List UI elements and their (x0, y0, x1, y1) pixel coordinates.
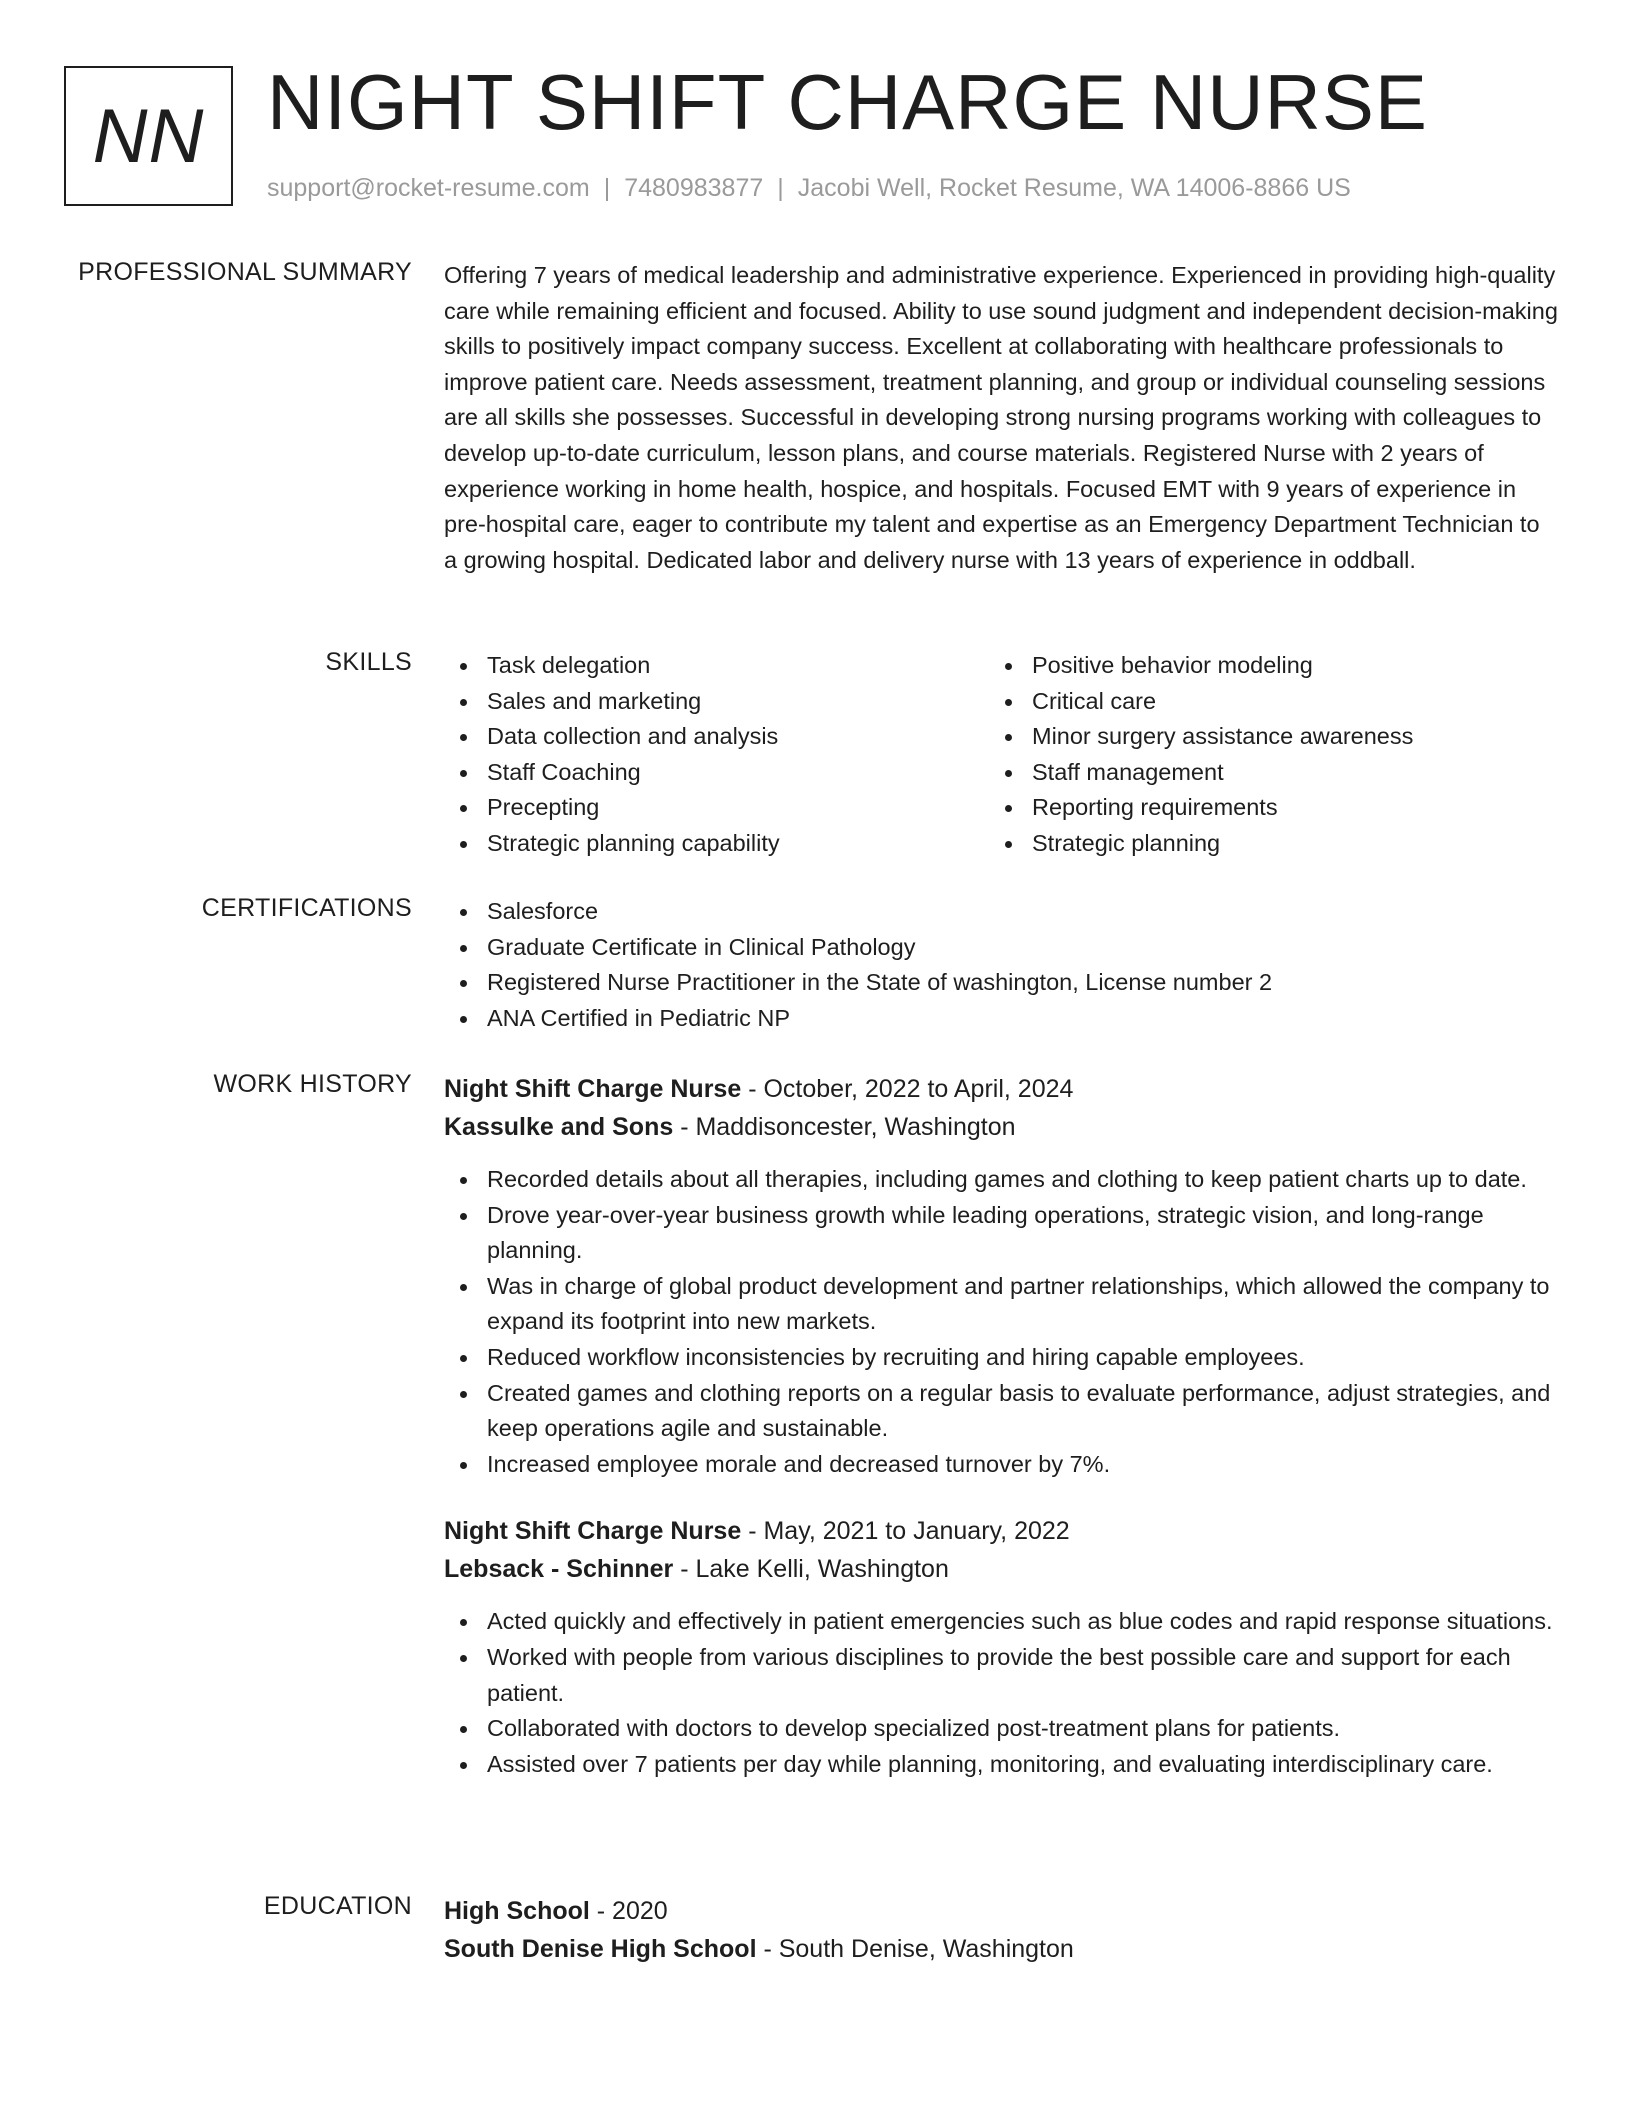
skill-item: Precepting (444, 790, 989, 826)
job-bullet: Increased employee morale and decreased turnover by 7%. (444, 1447, 1559, 1483)
education-location: - South Denise, Washington (756, 1935, 1074, 1963)
job-entry (444, 1070, 1559, 1482)
contact-line (267, 174, 1351, 203)
job-bullet: Recorded details about all therapies, including games and clothing to keep patient charts up to date. (444, 1162, 1559, 1198)
section-label-summary: PROFESSIONAL SUMMARY (78, 258, 412, 286)
job-bullet: Acted quickly and effectively in patient emergencies such as blue codes and rapid response situations. (444, 1604, 1559, 1640)
job-company-line (444, 1550, 1559, 1588)
contact-phone: 7480983877 (624, 174, 764, 202)
contact-address: Jacobi Well, Rocket Resume, WA 14006-8866 US (797, 174, 1351, 202)
certification-item: ANA Certified in Pediatric NP (444, 1001, 1559, 1037)
job-location: - Maddisoncester, Washington (673, 1113, 1016, 1141)
job-bullet: Created games and clothing reports on a regular basis to evaluate performance, adjust strategies, and keep operations agile and sustainable. (444, 1376, 1559, 1447)
job-title-line (444, 1070, 1559, 1108)
skill-item: Critical care (989, 684, 1534, 720)
job-company: Kassulke and Sons (444, 1113, 674, 1141)
job-bullets (444, 1604, 1559, 1782)
section-label-work-history: WORK HISTORY (213, 1070, 412, 1098)
skill-item: Minor surgery assistance awareness (989, 719, 1534, 755)
certification-item: Salesforce (444, 894, 1559, 930)
contact-separator: | (777, 174, 784, 202)
job-bullet: Reduced workflow inconsistencies by recruiting and hiring capable employees. (444, 1340, 1559, 1376)
job-bullet: Collaborated with doctors to develop specialized post-treatment plans for patients. (444, 1711, 1559, 1747)
certification-item: Registered Nurse Practitioner in the State of washington, License number 2 (444, 965, 1559, 1001)
skill-item: Staff Coaching (444, 755, 989, 791)
monogram-box (64, 66, 233, 206)
job-bullet: Assisted over 7 patients per day while planning, monitoring, and evaluating interdisciplinary care. (444, 1747, 1559, 1783)
skill-item: Strategic planning capability (444, 826, 989, 862)
section-label-education: EDUCATION (263, 1892, 412, 1920)
job-title: Night Shift Charge Nurse (444, 1517, 742, 1546)
certifications-list (444, 894, 1559, 1036)
job-dates: - October, 2022 to April, 2024 (741, 1075, 1074, 1103)
education-school: South Denise High School (444, 1935, 757, 1963)
skill-item: Data collection and analysis (444, 719, 989, 755)
job-bullets (444, 1162, 1559, 1482)
education-degree: High School (444, 1897, 590, 1925)
job-title: Night Shift Charge Nurse (444, 1075, 742, 1103)
job-bullet: Drove year-over-year business growth while leading operations, strategic vision, and long-range planning. (444, 1198, 1559, 1269)
job-entry (444, 1512, 1559, 1782)
job-bullet: Was in charge of global product development and partner relationships, which allowed the company to expand its footprint into new markets. (444, 1269, 1559, 1340)
contact-separator: | (603, 174, 611, 202)
contact-email: support@rocket-resume.com (267, 174, 590, 202)
job-company-line (444, 1108, 1559, 1146)
skill-item: Strategic planning (989, 826, 1534, 862)
job-bullet: Worked with people from various disciplines to provide the best possible care and support for each patient. (444, 1640, 1559, 1711)
resume-name: NIGHT SHIFT CHARGE NURSE (267, 58, 1428, 146)
skill-item: Positive behavior modeling (989, 648, 1534, 684)
monogram-initials: NN (92, 93, 205, 179)
job-company: Lebsack - Schinner (444, 1555, 674, 1584)
education-year: - 2020 (589, 1897, 668, 1925)
job-dates: - May, 2021 to January, 2022 (741, 1517, 1070, 1546)
certification-item: Graduate Certificate in Clinical Pathology (444, 930, 1559, 966)
summary-text: Offering 7 years of medical leadership and administrative experience. Experienced in providing high-quality care while remaining efficient and focused. Ability to use sound judgment and independent decision-making skills to positively impact company success. Excellent at collaborating with healthcare professionals to improve patient care. Needs assessment, treatment planning, and group or individual counseling sessions are all skills she possesses. Successful in developing strong nursing programs working with colleagues to develop up-to-date curriculum, lesson plans, and course materials. Registered Nurse with 2 years of experience working in home health, hospice, and hospitals. Focused EMT with 9 years of experience in pre-hospital care, eager to contribute my talent and expertise as an Emergency Department Technician to a growing hospital. Dedicated labor and delivery nurse with 13 years of experience in oddball. (444, 262, 1558, 573)
skill-item: Sales and marketing (444, 684, 989, 720)
skills-list-right (989, 648, 1534, 862)
job-title-line (444, 1512, 1559, 1550)
skill-item: Staff management (989, 755, 1534, 791)
education-degree-line (444, 1892, 1559, 1930)
skill-item: Task delegation (444, 648, 989, 684)
education-school-line (444, 1930, 1559, 1968)
section-label-certifications: CERTIFICATIONS (201, 894, 412, 922)
job-location: - Lake Kelli, Washington (673, 1555, 949, 1584)
skills-list-left (444, 648, 989, 862)
section-label-skills: SKILLS (325, 648, 412, 676)
skill-item: Reporting requirements (989, 790, 1534, 826)
